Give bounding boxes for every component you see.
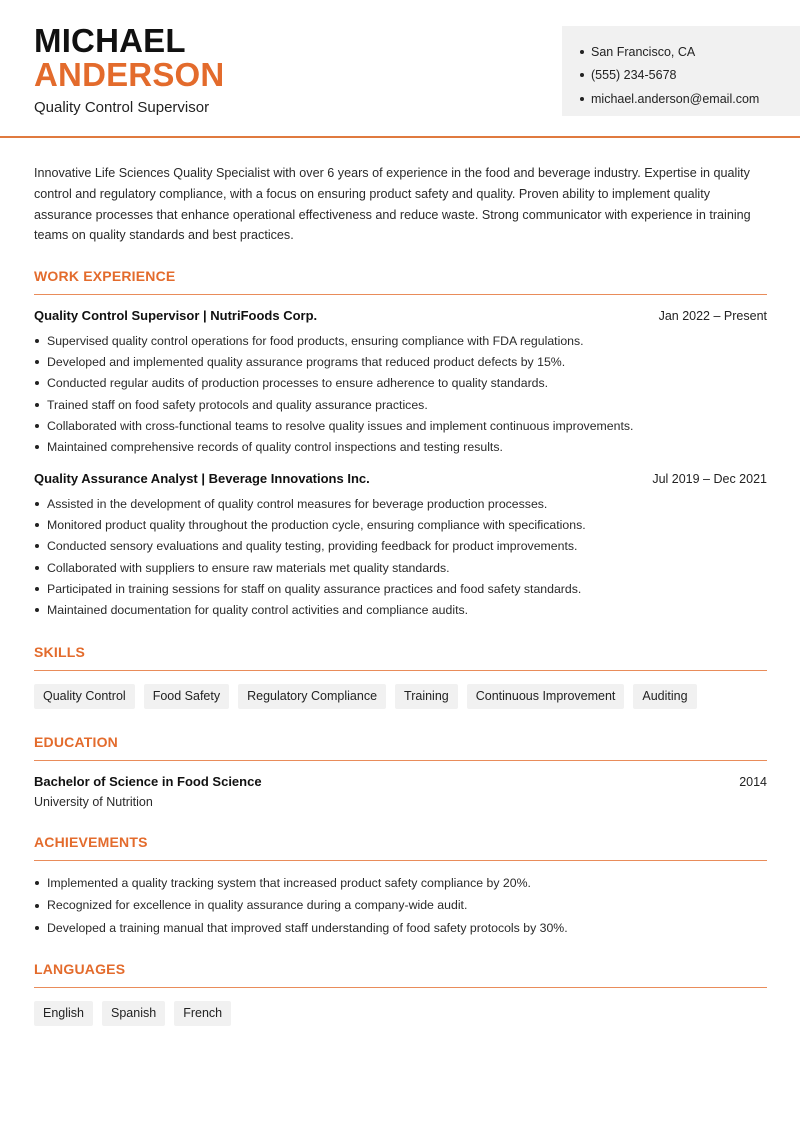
education-year: 2014 (739, 774, 767, 789)
contact-box (562, 26, 800, 116)
bullet-icon (580, 73, 584, 77)
list-item (34, 536, 767, 557)
bullet-text: Maintained documentation for quality control activities and compliance audits. (47, 603, 469, 618)
contact-email-text[interactable]: michael.anderson@email.com (591, 91, 760, 106)
list-item (34, 373, 767, 394)
skill-tag: Food Safety (144, 684, 229, 709)
job-header (34, 471, 767, 486)
bullet-icon (35, 608, 39, 612)
list-item (34, 351, 767, 372)
education-header (34, 774, 767, 789)
contact-location-text: San Francisco, CA (591, 44, 696, 59)
skill-tag: Continuous Improvement (467, 684, 625, 709)
job-entry (34, 308, 767, 458)
section-achievements (34, 834, 767, 940)
list-item (34, 599, 767, 620)
section-divider (34, 760, 767, 761)
contact-phone-text: (555) 234-5678 (591, 68, 677, 83)
bullet-text: Trained staff on food safety protocols and quality assurance practices. (47, 397, 428, 412)
bullet-text: Participated in training sessions for staff on quality assurance practices and food safety standards. (47, 581, 582, 596)
job-title: Quality Control Supervisor (34, 99, 210, 116)
section-divider (34, 294, 767, 295)
section-divider (34, 987, 767, 988)
list-item (34, 557, 767, 578)
section-title-education: EDUCATION (34, 733, 118, 750)
job-header (34, 308, 767, 323)
contact-location (580, 40, 800, 64)
list-item (34, 437, 767, 458)
bullet-text: Supervised quality control operations for food products, ensuring compliance with FDA regulations. (47, 333, 584, 348)
list-item (34, 330, 767, 351)
section-education (34, 734, 767, 809)
bullet-icon (35, 381, 39, 385)
list-item (34, 872, 767, 895)
bullet-text: Conducted regular audits of production processes to ensure adherence to quality standards. (47, 376, 549, 391)
section-skills (34, 644, 767, 709)
skills-list (34, 684, 767, 709)
job-entry (34, 471, 767, 621)
bullet-icon (35, 403, 39, 407)
last-name: ANDERSON (34, 56, 225, 93)
bullet-icon (35, 339, 39, 343)
section-title-skills: SKILLS (34, 643, 85, 660)
bullet-text: Assisted in the development of quality control measures for beverage production processes. (47, 496, 548, 511)
language-tag: French (174, 1001, 231, 1026)
language-tag: Spanish (102, 1001, 165, 1026)
skill-tag: Quality Control (34, 684, 135, 709)
education-entry (34, 774, 767, 809)
section-title-achievements: ACHIEVEMENTS (34, 833, 148, 850)
education-degree: Bachelor of Science in Food Science (34, 773, 262, 789)
bullet-text: Conducted sensory evaluations and quality testing, providing feedback for product improvements. (47, 539, 578, 554)
job-name: Quality Control Supervisor | NutriFoods Corp. (34, 308, 318, 324)
bullet-icon (35, 445, 39, 449)
section-languages (34, 961, 767, 1026)
section-divider (34, 860, 767, 861)
job-date: Jul 2019 – Dec 2021 (652, 471, 767, 486)
resume-header (0, 0, 800, 138)
bullet-icon (35, 544, 39, 548)
bullet-icon (35, 502, 39, 506)
job-name: Quality Assurance Analyst | Beverage Innovations Inc. (34, 470, 370, 486)
skill-tag: Regulatory Compliance (238, 684, 386, 709)
bullet-text: Developed and implemented quality assurance programs that reduced product defects by 15%. (47, 355, 566, 370)
resume-body (34, 138, 767, 1026)
bullet-text: Collaborated with suppliers to ensure raw materials met quality standards. (47, 560, 450, 575)
bullet-icon (35, 881, 39, 885)
job-date: Jan 2022 – Present (658, 309, 767, 324)
bullet-icon (35, 566, 39, 570)
bullet-icon (35, 424, 39, 428)
section-divider (34, 670, 767, 671)
bullet-icon (580, 97, 584, 101)
languages-list (34, 1001, 767, 1026)
bullet-text: Collaborated with cross-functional teams to resolve quality issues and implement continuous improvements. (47, 419, 634, 434)
list-item (34, 493, 767, 514)
job-bullets (34, 330, 767, 458)
bullet-text: Maintained comprehensive records of quality control inspections and testing results. (47, 440, 503, 455)
bullet-text: Recognized for excellence in quality assurance during a company-wide audit. (47, 898, 468, 913)
list-item (34, 394, 767, 415)
section-title-languages: LANGUAGES (34, 961, 126, 978)
language-tag: English (34, 1001, 93, 1026)
section-title-experience: WORK EXPERIENCE (34, 268, 176, 285)
summary: Innovative Life Sciences Quality Specialist with over 6 years of experience in the food and beverage industry. Expertise in quality control and regulatory compliance, with a focus on ensuring product safety and quality. Proven ability to implement quality assurance processes that enhance operational effectiveness and reduce waste. Strong communicator with experience in training teams on quality standards and best practices. (34, 166, 751, 243)
contact-phone (580, 64, 800, 88)
first-name: MICHAEL (34, 22, 186, 59)
bullet-icon (35, 926, 39, 930)
education-school: University of Nutrition (34, 794, 153, 809)
skill-tag: Auditing (633, 684, 696, 709)
bullet-icon (580, 50, 584, 54)
bullet-icon (35, 904, 39, 908)
section-experience (34, 268, 767, 621)
bullet-icon (35, 587, 39, 591)
job-bullets (34, 493, 767, 621)
bullet-text: Implemented a quality tracking system that increased product safety compliance by 20%. (47, 875, 531, 890)
contact-email[interactable] (580, 87, 800, 111)
list-item (34, 894, 767, 917)
achievements-list (34, 872, 767, 940)
bullet-text: Developed a training manual that improved staff understanding of food safety protocols by 30%. (47, 920, 568, 935)
list-item (34, 415, 767, 436)
list-item (34, 514, 767, 535)
list-item (34, 917, 767, 940)
bullet-icon (35, 523, 39, 527)
skill-tag: Training (395, 684, 458, 709)
bullet-icon (35, 360, 39, 364)
bullet-text: Monitored product quality throughout the production cycle, ensuring compliance with specifications. (47, 517, 586, 532)
list-item (34, 578, 767, 599)
